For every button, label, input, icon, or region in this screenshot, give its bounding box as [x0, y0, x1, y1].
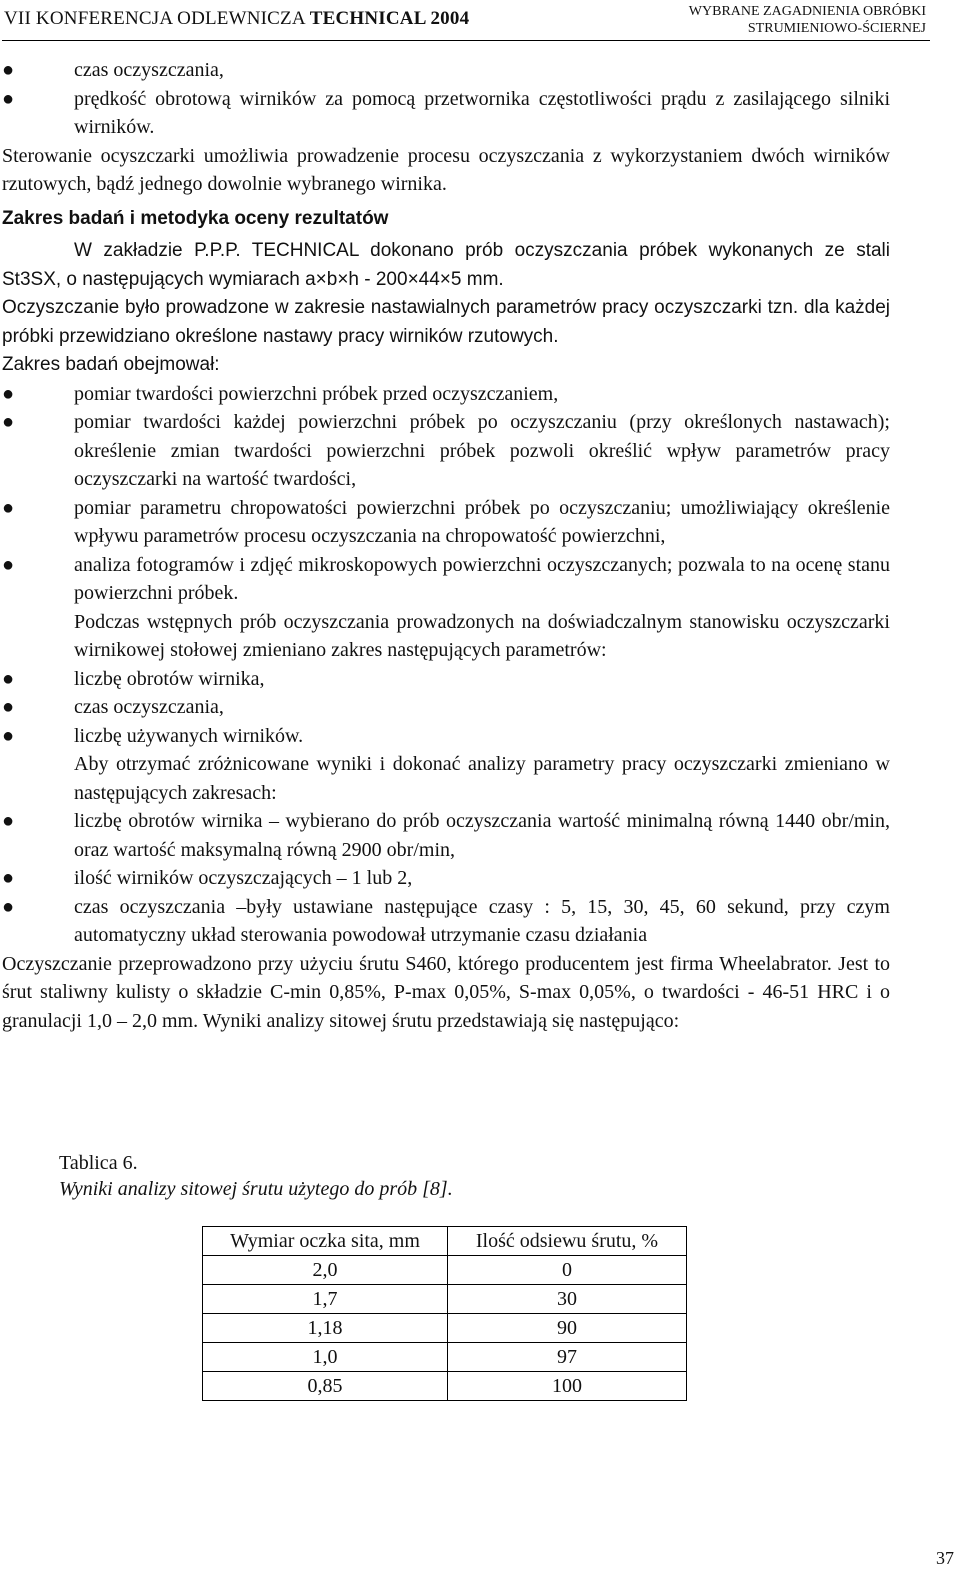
main-text	[2, 56, 890, 1035]
list-item	[2, 408, 890, 494]
list-item	[2, 380, 890, 409]
table-row	[203, 1372, 687, 1401]
bullet-icon: ●	[2, 895, 15, 918]
bullet-text: liczbę używanych wirników.	[74, 724, 304, 747]
bullet-icon: ●	[2, 59, 15, 81]
list-item	[2, 693, 890, 722]
paragraph-shot: Oczyszczanie przeprowadzono przy użyciu śrutu S460, którego producentem jest firma Wheelabrator. Jest to śrut staliwny kulisty o składzie C-min 0,85%, P-max 0,05%, S-max 0,05%, o twardości - 46-51 HRC i o granulacji 1,0 – 2,0 mm. Wyniki analizy sitowej śrutu przedstawiają się następująco:	[2, 952, 890, 1032]
running-header-right	[689, 3, 926, 37]
table-cell: 0	[448, 1256, 687, 1285]
bullet-text: czas oczyszczania –były ustawiane następujące czasy : 5, 15, 30, 45, 60 sekund, przy czym automatyczny układ sterowania powodował utrzymanie czasu działania	[74, 895, 890, 946]
bullet-text: pomiar twardości powierzchni próbek przed oczyszczaniem,	[74, 382, 559, 405]
table-title-text: Wyniki analizy sitowej śrutu użytego do prób [8].	[59, 1178, 453, 1200]
table-row	[203, 1343, 687, 1372]
list-item	[2, 722, 890, 751]
table-row	[203, 1256, 687, 1285]
bullet-text: ilość wirników oczyszczających – 1 lub 2,	[74, 867, 413, 889]
list-item	[2, 893, 890, 950]
table-cell: 1,7	[203, 1285, 448, 1314]
paragraph-intro	[2, 237, 890, 294]
table-cell: 1,0	[203, 1343, 448, 1372]
table-row	[203, 1285, 687, 1314]
column-header-residue: Ilość odsiewu śrutu, %	[448, 1227, 687, 1256]
bullet-text: liczbę obrotów wirnika,	[74, 667, 265, 690]
column-header-mesh: Wymiar oczka sita, mm	[203, 1227, 448, 1256]
bullet-text: czas oczyszczania,	[74, 59, 224, 81]
bullet-icon: ●	[2, 667, 15, 690]
header-rule	[2, 40, 930, 41]
table-caption	[59, 1150, 453, 1202]
sieve-analysis-table	[202, 1226, 687, 1401]
bullet-icon: ●	[2, 867, 15, 889]
table-cell: 1,18	[203, 1314, 448, 1343]
bullet-icon: ●	[2, 696, 15, 718]
table-cell: 97	[448, 1343, 687, 1372]
header-conference-bold: TECHNICAL 2004	[309, 8, 470, 29]
table-header-row	[203, 1227, 687, 1256]
header-topic-line2: STRUMIENIOWO-ŚCIERNEJ	[747, 21, 926, 36]
paragraph-settings: Oczyszczanie było prowadzone w zakresie nastawialnych parametrów pracy oczyszczarki tzn. dla każdej próbki przewidziano określone nastawy pracy wirników rzutowych.	[2, 297, 890, 347]
bullet-icon: ●	[2, 496, 15, 519]
bullet-text: prędkość obrotową wirników za pomocą przetwornika częstotliwości prądu z zasilającego silniki wirników.	[74, 87, 890, 138]
table-label: Tablica 6.	[59, 1152, 138, 1174]
scope-label: Zakres badań obejmował:	[2, 354, 220, 375]
bullet-text: pomiar twardości każdej powierzchni próbek po oczyszczaniu (przy określonych nastawach); określenie zmian twardości powierzchni próbek pozwoli określić wpływ parametrów pracy oczyszczarki na wartość twardości,	[74, 411, 890, 490]
table-cell: 90	[448, 1314, 687, 1343]
bullet-icon: ●	[2, 411, 15, 433]
bullet-icon: ●	[2, 724, 15, 747]
table-cell: 0,85	[203, 1372, 448, 1401]
paragraph-intro-text: W zakładzie P.P.P. TECHNICAL dokonano prób oczyszczania próbek wykonanych ze stali St3SX, o następujących wymiarach a×b×h - 200×44×5 mm.	[2, 240, 890, 290]
table-title	[59, 1176, 453, 1202]
list-item	[2, 551, 890, 608]
paragraph-control: Sterowanie ocyszczarki umożliwia prowadzenie procesu oczyszczania z wykorzystaniem dwóch wirników rzutowych, bądź jednego dowolnie wybranego wirnika.	[2, 144, 890, 195]
table-cell: 30	[448, 1285, 687, 1314]
bullet-icon: ●	[2, 810, 15, 832]
bullet-text: czas oczyszczania,	[74, 696, 224, 718]
header-conference: VII KONFERENCJA ODLEWNICZA	[4, 8, 310, 29]
list-item	[2, 494, 890, 551]
table-row	[203, 1314, 687, 1343]
paragraph-preliminary: Podczas wstępnych prób oczyszczania prowadzonych na doświadczalnym stanowisku oczyszczarki wirnikowej stołowej zmieniano zakres następujących parametrów:	[74, 610, 890, 661]
bullet-text: liczbę obrotów wirnika – wybierano do prób oczyszczania wartość minimalną równą 1440 obr/min, oraz wartość maksymalną równą 2900 obr/min,	[74, 810, 890, 861]
bullet-icon: ●	[2, 382, 15, 405]
list-item	[2, 864, 890, 893]
running-header-left	[4, 8, 469, 30]
bullet-icon: ●	[2, 87, 15, 110]
table-cell: 2,0	[203, 1256, 448, 1285]
bullet-text: pomiar parametru chropowatości powierzchni próbek po oczyszczaniu; umożliwiający określenie wpływu parametrów procesu oczyszczania na chropowatość powierzchni,	[74, 496, 890, 547]
list-item	[2, 665, 890, 694]
list-item	[2, 56, 890, 85]
bullet-text: analiza fotogramów i zdjęć mikroskopowych powierzchni oczyszczanych; pozwala to na ocenę stanu powierzchni próbek.	[74, 553, 890, 604]
bullet-icon: ●	[2, 553, 15, 576]
table-cell: 100	[448, 1372, 687, 1401]
list-item	[2, 807, 890, 864]
paragraph-ranges: Aby otrzymać zróżnicowane wyniki i dokonać analizy parametry pracy oczyszczarki zmieniano w następujących zakresach:	[74, 753, 890, 804]
header-topic-line1: WYBRANE ZAGADNIENIA OBRÓBKI	[688, 4, 926, 19]
page-number: 37	[936, 1548, 954, 1568]
section-heading: Zakres badań i metodyka oceny rezultatów	[2, 207, 389, 229]
list-item	[2, 85, 890, 142]
